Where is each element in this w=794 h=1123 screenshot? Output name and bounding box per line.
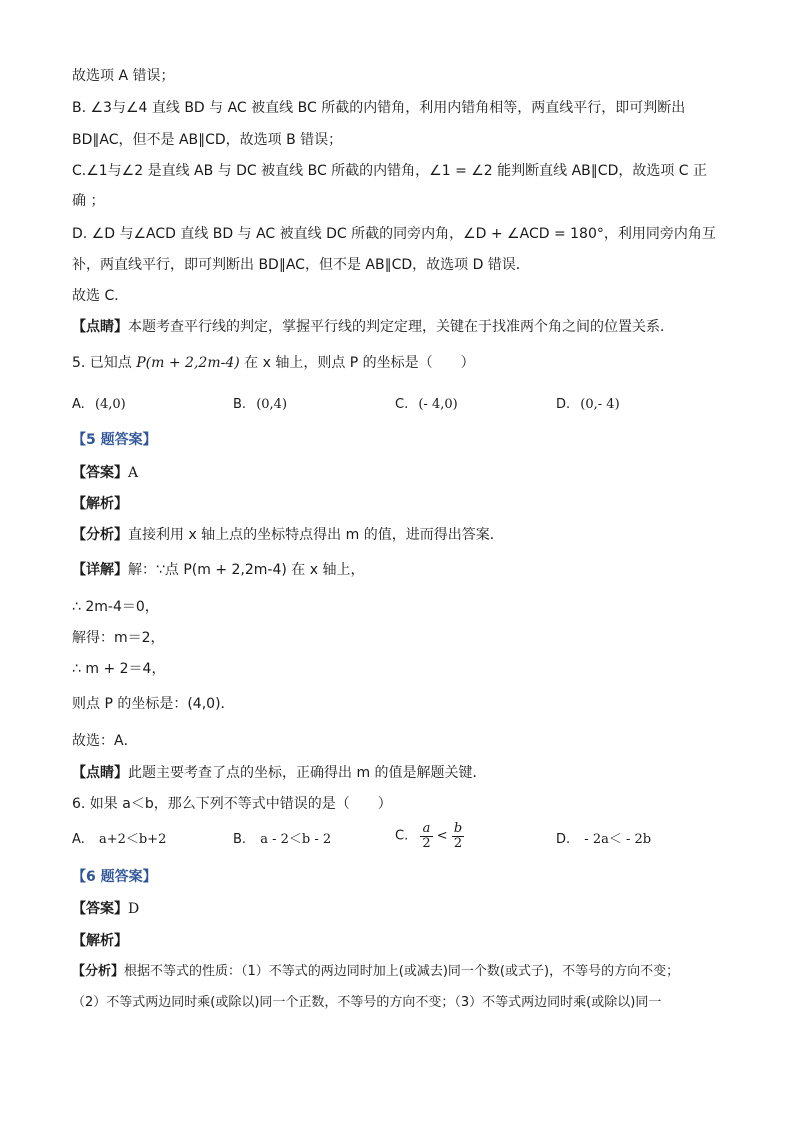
q6-fenxi-line-1: [72, 962, 679, 982]
q5-option-b: [233, 395, 287, 415]
q6-jiexi: 【解析】: [72, 933, 128, 949]
q6-option-c-denominator-b: 2: [453, 836, 463, 851]
line-1: 故选项 A 错误；: [72, 68, 175, 84]
q6-fenxi-tag: 【分析】: [72, 964, 125, 979]
line-2: B. ∠3与∠4 直线 BD 与 AC 被直线 BC 所截的内错角，利用内错角相等，两直线平行，即可判断出: [72, 100, 686, 116]
q5-stem-math: P(m + 2,2m-4): [136, 355, 240, 371]
q5-step-2: 解得：m＝2，: [72, 630, 165, 646]
q6-stem: 6. 如果 a＜b，那么下列不等式中错误的是（ ）: [72, 796, 392, 812]
q6-option-b-letter: B.: [233, 832, 247, 847]
q6-option-c-less-than: <: [436, 828, 448, 844]
q5-xiangjie-line: [72, 560, 365, 580]
q6-answer-line: [72, 899, 139, 919]
line-4: C.∠1与∠2 是直线 AB 与 DC 被直线 BC 所截的内错角，∠1 = ∠2 能判断直线 AB∥CD，故选项 C 正: [72, 163, 708, 179]
q6-option-a-letter: A.: [72, 832, 85, 847]
q6-option-c-fraction-b: [452, 822, 464, 851]
q5-jiexi: 【解析】: [72, 496, 128, 512]
q5-step-4: 则点 P 的坐标是：(4,0)．: [72, 696, 235, 712]
q6-option-c-fraction-a: [420, 822, 432, 851]
q5-option-c-letter: C.: [395, 397, 409, 412]
q6-answer-tag: 【答案】: [72, 901, 128, 917]
q5-option-a-letter: A.: [72, 397, 85, 412]
q5-answer-tag: 【答案】: [72, 465, 128, 481]
q6-fenxi-line-2: （2）不等式两边同时乘(或除以)同一个正数，不等号的方向不变；（3）不等式两边同时乘(或除以)同一: [72, 995, 662, 1010]
q5-option-b-letter: B.: [233, 397, 247, 412]
q6-option-c-numerator-b: b: [453, 821, 463, 836]
q5-option-a-value: (4,0): [94, 397, 126, 412]
q5-xiangjie-text: 解：∵点 P(m + 2,2m-4) 在 x 轴上，: [128, 562, 365, 578]
q5-stem-a: 5. 已知点: [72, 355, 137, 371]
q5-option-c-value: (- 4,0): [418, 397, 458, 412]
q6-option-d-letter: D.: [556, 832, 571, 847]
q5-choose: 故选：A．: [72, 733, 138, 749]
line-6: D. ∠D 与∠ACD 直线 BD 与 AC 被直线 DC 所截的同旁内角，∠D + ∠ACD = 180°，利用同旁内角互: [72, 226, 716, 242]
q6-option-b-value: a - 2＜b - 2: [260, 832, 332, 847]
q6-option-b: [233, 830, 331, 850]
q5-step-3: ∴ m + 2＝4，: [72, 661, 166, 677]
q5-dianjing-tag: 【点睛】: [72, 765, 128, 781]
q5-option-d-letter: D.: [556, 397, 571, 412]
q5-xiangjie-tag: 【详解】: [72, 562, 128, 578]
q5-section-heading: 【5 题答案】: [72, 432, 157, 448]
q6-option-c-denominator-a: 2: [422, 836, 431, 851]
q6-option-a-value: a+2＜b+2: [98, 832, 167, 847]
line-8: 故选 C．: [72, 288, 129, 304]
q5-fenxi-text: 直接利用 x 轴上点的坐标特点得出 m 的值，进而得出答案．: [128, 527, 504, 543]
q5-option-d: [556, 395, 620, 415]
q5-dianjing-line: [72, 763, 487, 783]
q5-dianjing-text: 此题主要考查了点的坐标，正确得出 m 的值是解题关键．: [128, 765, 487, 781]
q5-option-c: [395, 395, 458, 415]
q6-option-d-value: - 2a＜ - 2b: [584, 832, 652, 847]
q5-option-d-value: (0,- 4): [580, 397, 620, 412]
dianjing-line: [72, 317, 674, 337]
q6-answer-value: D: [128, 901, 140, 917]
line-3: BD∥AC，但不是 AB∥CD，故选项 B 错误；: [72, 132, 343, 148]
dianjing-text: 本题考查平行线的判定，掌握平行线的判定定理，关键在于找准两个角之间的位置关系．: [128, 319, 674, 335]
q6-fenxi-text-1: 根据不等式的性质：（1）不等式的两边同时加上(或减去)同一个数(或式子)，不等号的方向不变；: [124, 964, 680, 979]
dianjing-tag: 【点睛】: [72, 319, 128, 335]
q5-option-b-value: (0,4): [256, 397, 288, 412]
q6-option-d: [556, 830, 651, 850]
q6-option-c-numerator-a: a: [420, 822, 432, 837]
q6-option-c-letter: C.: [395, 828, 409, 844]
q5-step-1: ∴ 2m-4＝0，: [72, 599, 159, 615]
q5-answer-line: [72, 463, 138, 483]
q6-section-heading: 【6 题答案】: [72, 869, 157, 885]
q5-fenxi-line: [72, 525, 504, 545]
line-5: 确 ；: [72, 193, 105, 209]
q6-option-c: [395, 822, 464, 851]
q5-stem: [72, 353, 475, 373]
q6-option-a: [72, 830, 166, 850]
q5-answer-value: A: [128, 465, 139, 481]
q5-option-a: [72, 395, 126, 415]
q5-fenxi-tag: 【分析】: [72, 527, 128, 543]
q5-stem-b: 在 x 轴上，则点 P 的坐标是（ ）: [239, 355, 475, 371]
line-7: 补，两直线平行，即可判断出 BD∥AC，但不是 AB∥CD，故选项 D 错误．: [72, 257, 530, 273]
